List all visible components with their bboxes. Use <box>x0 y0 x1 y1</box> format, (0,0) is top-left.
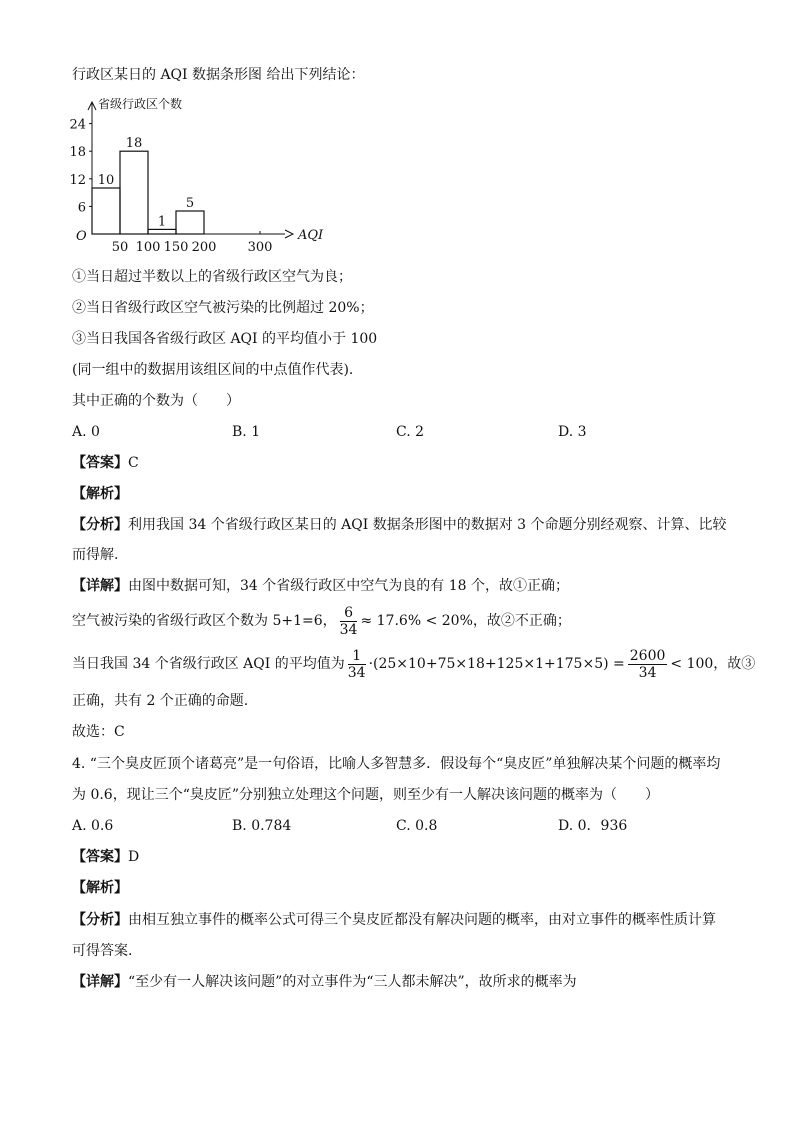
q3-option-a: A. 0 <box>72 424 100 440</box>
aqi-bar-chart <box>60 90 324 255</box>
q3-option-d: D. 3 <box>558 424 587 440</box>
bar-value-label: 5 <box>185 196 195 211</box>
fraction-2600-34: $\frac{2600}{34}$ <box>629 647 666 681</box>
y-tick-label: 18 <box>69 145 86 161</box>
x-tick-label: 200 <box>191 240 217 255</box>
claim-3: ③当日我国各省级行政区 AQI 的平均值小于 100 <box>72 331 378 347</box>
y-tick-label: 6 <box>77 200 86 216</box>
q4-fenxi-line2: 可得答案. <box>72 943 133 959</box>
q3-detail-line3: 当日我国 34 个省级行政区 AQI 的平均值为 $\frac{1}{34}$ ·(25×10+75×18+125×1+175×5) = $\frac{2600}{34}$ < 100，故③ <box>72 647 756 681</box>
q3-detail-line1: 【详解】由图中数据可知，34 个省级行政区中空气为良的有 18 个，故①正确； <box>72 578 569 594</box>
q3-fenxi-line1: 【分析】利用我国 34 个省级行政区某日的 AQI 数据条形图中的数据对 3 个命题分别经观察、计算、比较 <box>72 517 727 533</box>
q3-option-b: B. 1 <box>232 424 261 440</box>
claim-2: ②当日省级行政区空气被污染的比例超过 20%； <box>72 300 374 316</box>
q4-option-b: B. 0.784 <box>232 818 292 834</box>
q4-option-c: C. 0.8 <box>396 818 438 834</box>
claim-1: ①当日超过半数以上的省级行政区空气为良； <box>72 269 352 285</box>
x-tick-label: 300 <box>247 240 273 255</box>
y-tick-label: 24 <box>69 117 86 133</box>
x-axis-arrow <box>285 230 293 238</box>
bar-value-label: 18 <box>125 136 143 152</box>
x-tick-label: 100 <box>135 240 161 255</box>
question-text: 其中正确的个数为（ ） <box>72 393 240 409</box>
q4-option-d: D. 0．936 <box>558 818 628 834</box>
histogram-bar <box>120 151 148 234</box>
histogram-bar <box>176 211 204 234</box>
answer-value: C <box>128 455 139 471</box>
x-axis-title: AQI <box>298 228 324 243</box>
note-text: (同一组中的数据用该组区间的中点值作代表). <box>72 362 354 378</box>
fraction-6-34: $\frac{6}{34}$ <box>339 604 358 638</box>
q4-analysis-tag: 【解析】 <box>72 880 128 896</box>
y-tick-label: 12 <box>69 172 86 188</box>
q4-detail-line1: 【详解】“至少有一人解决该问题”的对立事件为“三人都未解决”，故所求的概率为 <box>72 974 577 990</box>
q4-answer: 【答案】D <box>72 849 140 865</box>
q3-analysis-tag: 【解析】 <box>72 486 128 502</box>
q4-fenxi-line1: 【分析】由相互独立事件的概率公式可得三个臭皮匠都没有解决问题的概率，由对立事件的概率性质计算 <box>72 912 716 928</box>
q3-detail-line2: 空气被污染的省级行政区个数为 5+1=6， $\frac{6}{34}$ ≈ 17.6% < 20%，故②不正确； <box>72 604 571 638</box>
q3-choose: 故选：C <box>72 724 125 740</box>
origin-label: O <box>76 229 87 244</box>
x-tick-label: 50 <box>111 240 129 255</box>
x-tick-label: 150 <box>163 240 189 255</box>
q4-stem-line1: 4. “三个臭皮匠顶个诸葛亮”是一句俗语，比喻人多智慧多．假设每个“臭皮匠”单独解决某个问题的概率均 <box>72 756 721 772</box>
fraction-1-34: $\frac{1}{34}$ <box>347 647 366 681</box>
answer-tag: 【答案】 <box>72 455 128 471</box>
bar-value-label: 1 <box>157 214 167 230</box>
bar-value-label: 10 <box>97 173 115 188</box>
q4-stem-line2: 为 0.6，现让三个“臭皮匠”分别独立处理这个问题，则至少有一人解决该问题的概率为（ ） <box>72 787 660 803</box>
q3-option-c: C. 2 <box>396 424 425 440</box>
intro-text: 行政区某日的 AQI 数据条形图 给出下列结论： <box>72 67 365 83</box>
y-axis-title: 省级行政区个数 <box>98 97 183 111</box>
q4-option-a: A. 0.6 <box>72 818 114 834</box>
q3-detail-line4: 正确，共有 2 个正确的命题. <box>72 693 249 709</box>
histogram-bar <box>92 188 120 234</box>
q3-fenxi-line2: 而得解. <box>72 547 119 563</box>
q3-answer <box>72 454 139 472</box>
histogram-bar <box>148 229 176 234</box>
